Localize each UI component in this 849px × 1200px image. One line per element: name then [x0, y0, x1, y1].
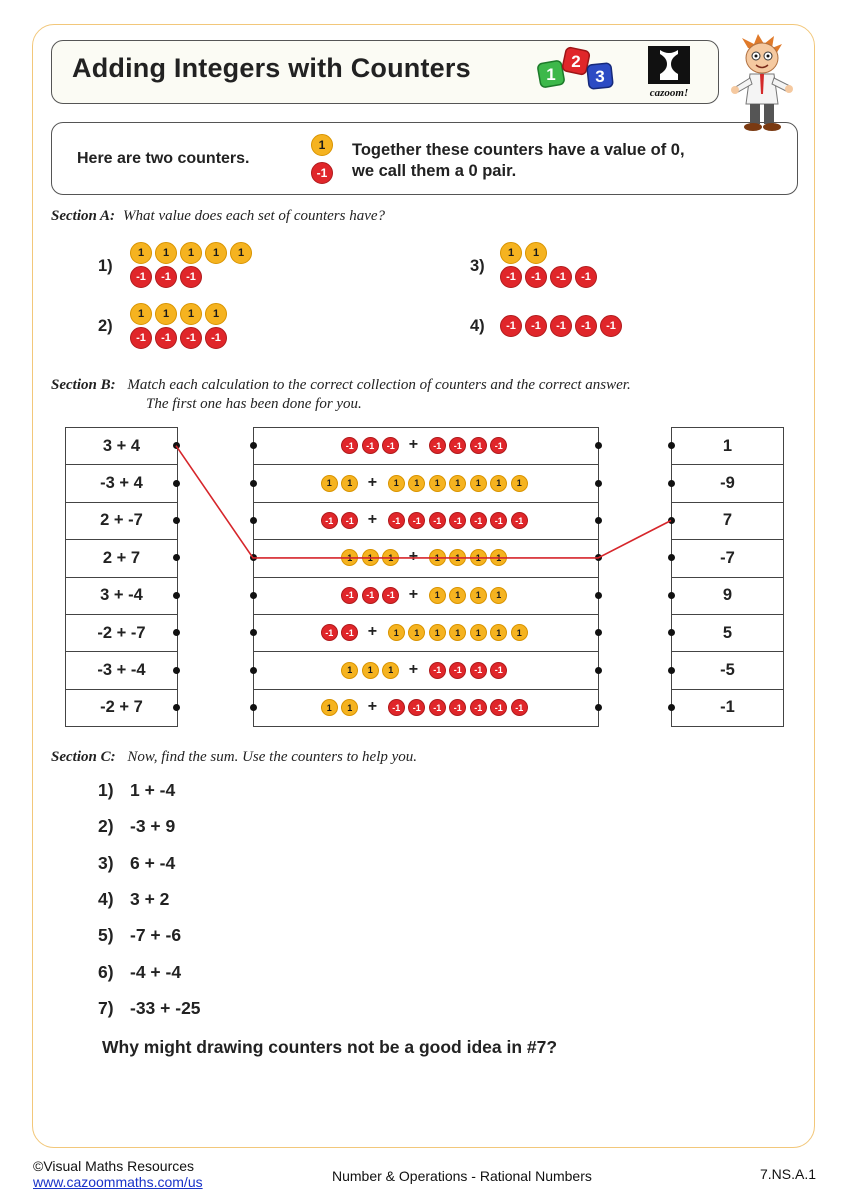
negative-counter: -1: [429, 662, 446, 679]
counter-left-dot[interactable]: [250, 442, 257, 449]
section-c-heading: [51, 749, 417, 766]
section-c-item-expression: 3 + 2: [130, 888, 170, 909]
intro-line-2: we call them a 0 pair.: [352, 162, 517, 180]
negative-counter: -1: [470, 512, 487, 529]
answer-dot[interactable]: [668, 592, 675, 599]
answer-cell[interactable]: 7: [671, 502, 784, 540]
plus-sign: +: [367, 698, 378, 715]
negative-counter: -1: [408, 699, 425, 716]
answer-dot[interactable]: [668, 629, 675, 636]
positive-counter: 1: [382, 662, 399, 679]
positive-counter: 1: [449, 624, 466, 641]
counter-right-dot[interactable]: [595, 667, 602, 674]
negative-counter: -1: [388, 512, 405, 529]
counter-left-dot[interactable]: [250, 480, 257, 487]
section-c-item-number: 1): [98, 780, 114, 800]
counter-collection-cell[interactable]: [253, 614, 599, 652]
section-c-item: [98, 780, 175, 801]
positive-counter: 1: [470, 624, 487, 641]
negative-counter: -1: [341, 512, 358, 529]
negative-counter: -1: [429, 699, 446, 716]
footer-topic: Number & Operations - Rational Numbers: [332, 1168, 592, 1184]
negative-counter: -1: [600, 315, 622, 337]
answer-dot[interactable]: [668, 517, 675, 524]
counter-collection-cell[interactable]: [253, 427, 599, 465]
answer-cell[interactable]: -5: [671, 651, 784, 689]
positive-counter: 1: [449, 475, 466, 492]
intro-positive-counter: 1: [311, 134, 333, 156]
positive-counter: 1: [500, 242, 522, 264]
section-c-item-number: 5): [98, 925, 114, 946]
answer-column: [671, 427, 784, 726]
logo-digit-3: 3: [595, 67, 605, 86]
negative-counter: -1: [155, 266, 177, 288]
counter-right-dot[interactable]: [595, 592, 602, 599]
calculation-cell[interactable]: -2 + -7: [65, 614, 178, 652]
answer-cell[interactable]: 1: [671, 427, 784, 465]
negative-counter: -1: [382, 437, 399, 454]
positive-counter: 1: [470, 587, 487, 604]
answer-dot[interactable]: [668, 480, 675, 487]
negative-counter: -1: [130, 327, 152, 349]
positive-counter: 1: [362, 549, 379, 566]
negative-counter: -1: [449, 437, 466, 454]
calculation-dot[interactable]: [173, 554, 180, 561]
calculation-cell[interactable]: -2 + 7: [65, 689, 178, 727]
negative-counter: -1: [321, 512, 338, 529]
calculation-cell[interactable]: -3 + -4: [65, 651, 178, 689]
positive-counter: 1: [470, 549, 487, 566]
positive-counter: 1: [408, 475, 425, 492]
section-c-instruction: Now, find the sum. Use the counters to help you.: [127, 749, 418, 765]
brand-name: cazoom!: [649, 87, 689, 99]
section-c-item-number: 2): [98, 816, 114, 837]
negative-counter: -1: [511, 699, 528, 716]
counter-collection-cell[interactable]: [253, 464, 599, 502]
calculation-dot[interactable]: [173, 629, 180, 636]
negative-counter: -1: [500, 315, 522, 337]
counter-left-dot[interactable]: [250, 554, 257, 561]
positive-counter: 1: [362, 662, 379, 679]
negative-counter: -1: [449, 512, 466, 529]
section-c-item: [98, 962, 181, 983]
positive-counter: 1: [321, 699, 338, 716]
answer-cell[interactable]: -1: [671, 689, 784, 727]
positive-counter: 1: [180, 242, 202, 264]
plus-sign: +: [367, 623, 378, 641]
calculation-column: [65, 427, 178, 726]
positive-counter: 1: [341, 662, 358, 679]
counter-collection-cell[interactable]: [253, 651, 599, 689]
cartoon-professor-icon: [728, 34, 798, 132]
counter-right-dot[interactable]: [595, 554, 602, 561]
positive-counter: 1: [429, 624, 446, 641]
answer-dot[interactable]: [668, 667, 675, 674]
negative-counter: -1: [470, 437, 487, 454]
negative-counter: -1: [205, 327, 227, 349]
calculation-dot[interactable]: [173, 517, 180, 524]
negative-counter: -1: [429, 512, 446, 529]
plus-sign: +: [367, 511, 378, 528]
positive-counter: 1: [155, 242, 177, 264]
answer-dot[interactable]: [668, 554, 675, 561]
positive-counter: 1: [341, 699, 358, 716]
negative-counter: -1: [525, 266, 547, 288]
positive-counter: 1: [205, 303, 227, 325]
negative-counter: -1: [550, 266, 572, 288]
answer-cell[interactable]: -9: [671, 464, 784, 502]
calculation-cell[interactable]: 3 + 4: [65, 427, 178, 465]
section-c-item-number: 3): [98, 852, 114, 873]
answer-dot[interactable]: [668, 704, 675, 711]
positive-counter: 1: [155, 303, 177, 325]
negative-counter: -1: [362, 587, 379, 604]
calculation-dot[interactable]: [173, 480, 180, 487]
positive-counter: 1: [490, 549, 507, 566]
negative-counter: -1: [511, 512, 528, 529]
numbers-logo-icon: [536, 46, 622, 98]
counter-left-dot[interactable]: [250, 592, 257, 599]
intro-line-1: Together these counters have a value of 0,: [352, 141, 685, 159]
plus-sign: +: [367, 473, 378, 491]
section-a-q4-number: 4): [470, 317, 485, 335]
section-a-q1-number: 1): [98, 257, 113, 275]
negative-counter: -1: [575, 266, 597, 288]
section-c-item: [98, 816, 175, 837]
counter-right-dot[interactable]: [595, 629, 602, 636]
positive-counter: 1: [341, 549, 358, 566]
positive-counter: 1: [382, 549, 399, 566]
logo-digit-2: 2: [571, 52, 581, 71]
counter-collection-cell[interactable]: [253, 539, 599, 577]
negative-counter: -1: [575, 315, 597, 337]
negative-counter: -1: [550, 315, 572, 337]
intro-negative-counter: -1: [311, 162, 333, 184]
negative-counter: -1: [490, 699, 507, 716]
cazoom-logo-icon: [636, 44, 702, 100]
counter-right-dot[interactable]: [595, 442, 602, 449]
section-c-question: Why might drawing counters not be a good idea in #7?: [102, 1037, 558, 1057]
counter-left-dot[interactable]: [250, 667, 257, 674]
section-b-label: Section B:: [51, 377, 116, 393]
footer-left: [33, 1158, 203, 1190]
negative-counter: -1: [180, 327, 202, 349]
plus-sign: +: [408, 660, 419, 678]
section-c-item-expression: 1 + -4: [130, 780, 176, 800]
section-b-instruction-1: Match each calculation to the correct collection of counters and the correct answer.: [127, 377, 631, 393]
negative-counter: -1: [490, 662, 507, 679]
negative-counter: -1: [341, 624, 358, 641]
negative-counter: -1: [449, 699, 466, 716]
negative-counter: -1: [321, 624, 338, 641]
counter-collection-cell[interactable]: [253, 577, 599, 615]
counter-left-dot[interactable]: [250, 704, 257, 711]
negative-counter: -1: [525, 315, 547, 337]
positive-counter: 1: [490, 587, 507, 604]
negative-counter: -1: [408, 512, 425, 529]
intro-explanation: [352, 140, 685, 182]
positive-counter: 1: [470, 475, 487, 492]
section-c-label: Section C:: [51, 749, 116, 765]
counter-right-dot[interactable]: [595, 704, 602, 711]
negative-counter: -1: [449, 662, 466, 679]
positive-counter: 1: [490, 624, 507, 641]
section-a-q3-number: 3): [470, 257, 485, 275]
counter-right-dot[interactable]: [595, 517, 602, 524]
plus-sign: +: [408, 436, 419, 454]
positive-counter: 1: [449, 587, 466, 604]
negative-counter: -1: [429, 437, 446, 454]
section-c-item-expression: -4 + -4: [130, 961, 182, 982]
page-title: Adding Integers with Counters: [72, 53, 471, 83]
negative-counter: -1: [490, 437, 507, 454]
negative-counter: -1: [341, 587, 358, 604]
section-c-item-expression: -33 + -25: [130, 997, 201, 1018]
positive-counter: 1: [511, 624, 528, 641]
negative-counter: -1: [382, 587, 399, 604]
section-b-heading: [51, 376, 631, 414]
counter-collection-cell[interactable]: [253, 502, 599, 540]
negative-counter: -1: [388, 699, 405, 716]
section-c-item: [98, 998, 201, 1019]
positive-counter: 1: [341, 475, 358, 492]
positive-counter: 1: [130, 242, 152, 264]
positive-counter: 1: [511, 475, 528, 492]
positive-counter: 1: [180, 303, 202, 325]
positive-counter: 1: [429, 549, 446, 566]
section-c-item-number: 4): [98, 888, 114, 909]
calculation-cell[interactable]: 3 + -4: [65, 577, 178, 615]
copyright: ©Visual Maths Resources: [33, 1158, 195, 1174]
section-c-item-expression: -7 + -6: [130, 925, 182, 946]
section-a-label: Section A:: [51, 208, 116, 224]
website-link[interactable]: www.cazoommaths.com/us: [33, 1174, 203, 1190]
calculation-cell[interactable]: -3 + 4: [65, 464, 178, 502]
answer-dot[interactable]: [668, 442, 675, 449]
positive-counter: 1: [321, 475, 338, 492]
calculation-dot[interactable]: [173, 704, 180, 711]
footer-standard: 7.NS.A.1: [760, 1166, 817, 1182]
positive-counter: 1: [230, 242, 252, 264]
plus-sign: +: [408, 548, 419, 566]
section-b-instruction-2: The first one has been done for you.: [146, 396, 362, 412]
negative-counter: -1: [470, 699, 487, 716]
section-a-instruction: What value does each set of counters have?: [123, 208, 386, 224]
positive-counter: 1: [408, 624, 425, 641]
section-c-item-expression: 6 + -4: [130, 852, 176, 873]
counter-collection-column: [253, 427, 599, 726]
positive-counter: 1: [525, 242, 547, 264]
plus-sign: +: [408, 585, 419, 603]
intro-text: Here are two counters.: [77, 150, 250, 167]
positive-counter: 1: [490, 475, 507, 492]
negative-counter: -1: [500, 266, 522, 288]
negative-counter: -1: [180, 266, 202, 288]
positive-counter: 1: [205, 242, 227, 264]
positive-counter: 1: [429, 587, 446, 604]
section-c-item: [98, 925, 181, 946]
counter-collection-cell[interactable]: [253, 689, 599, 727]
positive-counter: 1: [388, 475, 405, 492]
negative-counter: -1: [490, 512, 507, 529]
answer-cell[interactable]: 9: [671, 577, 784, 615]
calculation-dot[interactable]: [173, 592, 180, 599]
logo-digit-1: 1: [546, 65, 556, 84]
answer-cell[interactable]: -7: [671, 539, 784, 577]
section-a-q2-number: 2): [98, 317, 113, 335]
negative-counter: -1: [155, 327, 177, 349]
positive-counter: 1: [130, 303, 152, 325]
positive-counter: 1: [388, 624, 405, 641]
section-c-item-expression: -3 + 9: [130, 816, 176, 837]
section-c-item-number: 7): [98, 997, 114, 1018]
section-c-item-number: 6): [98, 961, 114, 982]
calculation-cell[interactable]: 2 + -7: [65, 502, 178, 540]
positive-counter: 1: [429, 475, 446, 492]
counter-right-dot[interactable]: [595, 480, 602, 487]
counter-left-dot[interactable]: [250, 629, 257, 636]
negative-counter: -1: [130, 266, 152, 288]
answer-cell[interactable]: 5: [671, 614, 784, 652]
negative-counter: -1: [341, 437, 358, 454]
calculation-cell[interactable]: 2 + 7: [65, 539, 178, 577]
calculation-dot[interactable]: [173, 442, 180, 449]
counter-left-dot[interactable]: [250, 517, 257, 524]
section-a-heading: [51, 208, 385, 225]
section-c-item: [98, 889, 169, 910]
negative-counter: -1: [362, 437, 379, 454]
negative-counter: -1: [470, 662, 487, 679]
section-c-item: [98, 853, 175, 874]
positive-counter: 1: [449, 549, 466, 566]
calculation-dot[interactable]: [173, 667, 180, 674]
